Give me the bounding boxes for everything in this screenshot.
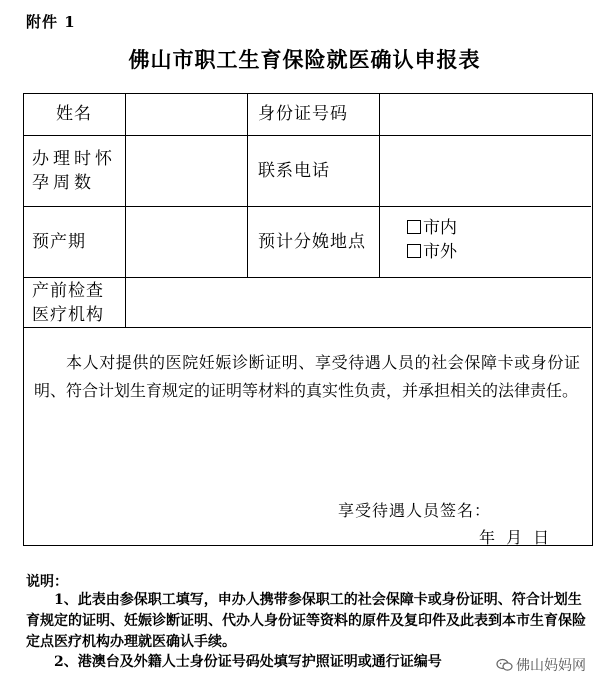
row-divider: [24, 206, 591, 207]
row-divider: [24, 327, 591, 328]
prenatal-label-line2: 医疗机构: [32, 305, 104, 325]
option-in-city[interactable]: [407, 216, 457, 240]
prenatal-label-line1: 产前检查: [32, 281, 104, 301]
phone-field[interactable]: [381, 137, 589, 205]
note-item-1: 1、此表由参保职工填写，申办人携带参保职工的社会保障卡或身份证明、符合计划生育规定的证明、妊娠诊断证明、代办人身份证等资料的原件及复印件及此表到本市生育保险定点医疗机构办理就医确认手续。: [26, 592, 586, 650]
id-number-field[interactable]: [381, 95, 589, 134]
due-date-field[interactable]: [127, 208, 245, 276]
name-field[interactable]: [127, 95, 245, 134]
due-date-label: 预产期: [32, 232, 86, 252]
date-label: 年 月 日: [479, 528, 550, 547]
in-city-label: 市内: [423, 218, 457, 238]
row-divider: [24, 277, 591, 278]
out-city-checkbox[interactable]: [407, 244, 421, 258]
delivery-place-label: 预计分娩地点: [258, 232, 366, 252]
in-city-checkbox[interactable]: [407, 220, 421, 234]
note-item-2: 2、港澳台及外籍人士身份证号码处填写护照证明或通行证编号: [54, 654, 442, 670]
phone-label: 联系电话: [258, 161, 330, 181]
pregnancy-weeks-label-line2: 孕周数: [32, 173, 95, 193]
prenatal-institution-field[interactable]: [127, 279, 589, 326]
form-title: 佛山市职工生育保险就医确认申报表: [128, 47, 481, 72]
watermark: [492, 654, 602, 678]
name-label: 姓名: [56, 104, 92, 124]
option-out-city[interactable]: [407, 240, 457, 264]
column-divider: [125, 94, 126, 327]
declaration-text: 本人对提供的医院妊娠诊断证明、享受待遇人员的社会保障卡或身份证明、符合计划生育规定的证明等材料的真实性负责，并承担相关的法律责任。: [34, 353, 580, 400]
row-divider: [24, 135, 591, 136]
notes-title: 说明：: [26, 574, 68, 590]
pregnancy-weeks-label-line1: 办理时怀: [32, 149, 116, 169]
id-number-label: 身份证号码: [258, 104, 348, 124]
application-form-table: [23, 93, 593, 546]
pregnancy-weeks-label: [32, 147, 116, 195]
chat-bubble-icon: [496, 658, 513, 672]
signature-label: 享受待遇人员签名：: [338, 501, 492, 520]
column-divider: [247, 94, 248, 277]
column-divider: [379, 94, 380, 277]
attachment-label: 附件 1: [26, 13, 76, 31]
out-city-label: 市外: [423, 242, 457, 262]
pregnancy-weeks-field[interactable]: [127, 137, 245, 205]
watermark-text: 佛山妈妈网: [516, 658, 586, 674]
prenatal-institution-label: [32, 279, 104, 327]
signature-field[interactable]: [494, 494, 584, 520]
